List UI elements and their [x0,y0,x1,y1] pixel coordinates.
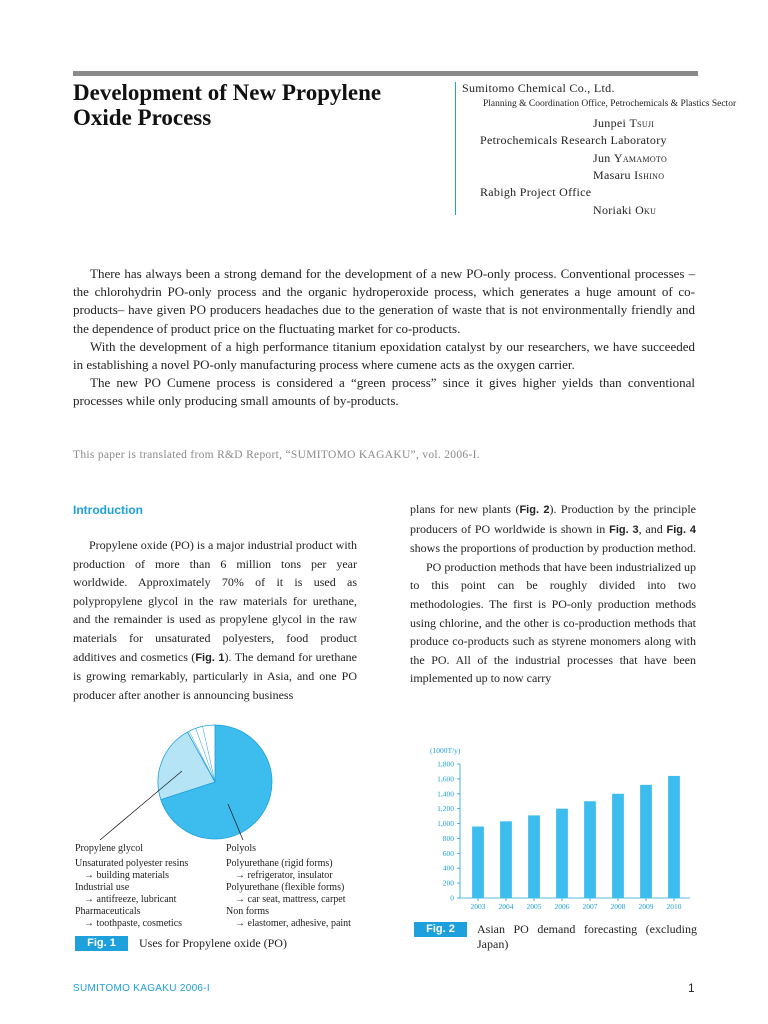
author-1 [593,116,654,131]
label-pharmaceuticals: Pharmaceuticals [75,906,141,917]
label-polyols: Polyols [226,843,257,854]
fig2-ref[interactable]: Fig. 2 [519,504,550,516]
fig1-pie-chart [140,720,290,845]
page-number: 1 [688,981,695,995]
author-3-last: Ishino [634,168,665,182]
title-line-1: Development of New Propylene [73,80,382,105]
y-tick-label: 1,000 [437,819,454,829]
intro-text-b: ). The demand for urethane is growing remarkably, particularly in Asia, and one PO producer after another is announcing business [73,649,357,702]
label-refrigerator: → refrigerator, insulator [235,870,333,881]
label-pu-flexible: Polyurethane (flexible forms) [226,882,345,893]
label-non-forms: Non forms [226,906,270,917]
y-tick-label: 1,600 [437,774,454,784]
label-industrial-use: Industrial use [75,882,130,893]
x-tick-label: 2010 [666,902,682,911]
bar-2010 [668,776,680,898]
translation-note: This paper is translated from R&D Report, “SUMITOMO KAGAKU”, vol. 2006-I. [73,449,480,461]
author-4 [593,203,656,218]
intro-right-column [410,500,696,688]
project-office: Rabigh Project Office [480,185,592,199]
label-building-materials: → building materials [84,870,169,881]
author-1-first: Junpei [593,116,630,130]
x-tick-label: 2007 [582,902,598,911]
x-tick-label: 2008 [610,902,626,911]
intro-paragraph-2 [410,500,696,558]
title-line-2: Oxide Process [73,105,212,130]
fig2-badge: Fig. 2 [414,922,467,937]
intro-right-text-c: , and [638,521,667,536]
affiliation-rule [455,82,456,215]
fig4-ref[interactable]: Fig. 4 [666,523,697,536]
author-3 [593,168,664,183]
fig1-caption: Uses for Propylene oxide (PO) [139,936,287,950]
y-tick-label: 400 [442,863,454,873]
bar-2008 [612,794,624,898]
fig3-ref[interactable]: Fig. 3 [609,523,639,536]
bar-2005 [528,815,540,898]
label-unsaturated-polyester: Unsaturated polyester resins [75,858,189,869]
author-2 [593,151,667,166]
bar-2006 [556,809,568,898]
x-tick-label: 2006 [554,902,570,911]
x-tick-label: 2005 [526,902,542,911]
y-tick-label: 0 [450,893,454,903]
x-tick-label: 2004 [498,902,514,911]
company-name: Sumitomo Chemical Co., Ltd. [462,81,615,95]
fig1-right-labels [226,843,351,930]
y-tick-label: 1,400 [437,789,454,799]
abstract-paragraph-2: With the development of a high performance titanium epoxidation catalyst by our researchers, we have succeeded in establishing a novel PO-only manufacturing process where cumene acts as the oxygen carrier. [73,338,695,373]
label-antifreeze: → antifreeze, lubricant [84,894,177,905]
intro-right-text-b: ). Production by the principle producers of PO worldwide is shown in [410,502,696,536]
author-2-first: Jun [593,151,614,165]
abstract-paragraph-3: The new PO Cumene process is considered a “green process” since it gives higher yields than conventional processes while only producing small amounts of by-products. [73,375,695,409]
section-heading-introduction: Introduction [73,503,143,517]
bar-2003 [472,827,484,898]
title-rule [73,71,698,76]
y-tick-label: 600 [442,848,454,858]
office-name: Planning & Coordination Office, Petrochemicals & Plastics Sector [483,99,737,109]
x-tick-label: 2003 [470,902,486,911]
fig2-bar-chart [420,740,700,915]
author-2-last: Yamamoto [613,151,668,165]
label-car-seat: → car seat, mattress, carpet [235,894,346,905]
y-tick-label: 1,800 [437,759,454,769]
author-3-first: Masaru [593,168,635,182]
label-propylene-glycol: Propylene glycol [75,843,144,854]
bar-2009 [640,785,652,898]
label-elastomer: → elastomer, adhesive, paint [235,918,351,929]
author-4-first: Noriaki [593,203,636,217]
intro-paragraph-1 [73,536,357,704]
label-toothpaste: → toothpaste, cosmetics [84,918,183,929]
fig1-badge: Fig. 1 [75,936,128,951]
paper-title [73,80,443,130]
fig1-ref[interactable]: Fig. 1 [195,651,225,664]
lab-name: Petrochemicals Research Laboratory [480,133,667,147]
fig2-caption: Asian PO demand forecasting (excluding Japan) [477,922,697,951]
fig1-left-labels [75,843,188,930]
intro-text-a: Propylene oxide (PO) is a major industrial product with production of more than 6 million tons per year worldwide. Approximately 70% of it is used as polypropylene glycol in the raw materials for urethane, and the remainder is used as propylene glycol in the raw materials for unsaturated polyesters, food product additives and cosmetics ( [73,538,357,664]
intro-right-text-d: shows the proportions of production by production method. [410,541,696,556]
bar-2004 [500,821,512,898]
intro-right-text-a: plans for new plants ( [410,502,520,516]
author-1-last: Tsuji [629,116,655,130]
label-pu-rigid: Polyurethane (rigid forms) [226,858,333,869]
y-tick-label: 200 [442,878,454,888]
author-4-last: Oku [635,203,657,217]
y-tick-label: 1,200 [437,804,454,814]
abstract-paragraph-1: There has always been a strong demand for the development of a new PO-only process. Conventional processes –the chlorohydrin PO-only process and the organic hydroperoxide process, which generates a huge amount of co-products– have given PO producers headaches due to the generation of waste that is not environmentally friendly and the dependence of product price on the fluctuating market for co-products. [73,266,695,336]
x-tick-label: 2009 [638,902,654,911]
intro-paragraph-3: PO production methods that have been industrialized up to this point can be roughly divided into two methodologies. The first is PO-only production methods using chlorine, and the other is co-production methods that produce co-products such as styrene monomers along with the PO. All of the industrial processes that have been implemented up to now carry [410,559,696,686]
bar-2007 [584,801,596,898]
y-axis-unit-label: (1000T/y) [430,746,461,755]
intro-left-column [73,536,357,704]
y-tick-label: 800 [442,833,454,843]
footer-journal: SUMITOMO KAGAKU 2006-I [73,983,211,994]
abstract [73,265,695,411]
